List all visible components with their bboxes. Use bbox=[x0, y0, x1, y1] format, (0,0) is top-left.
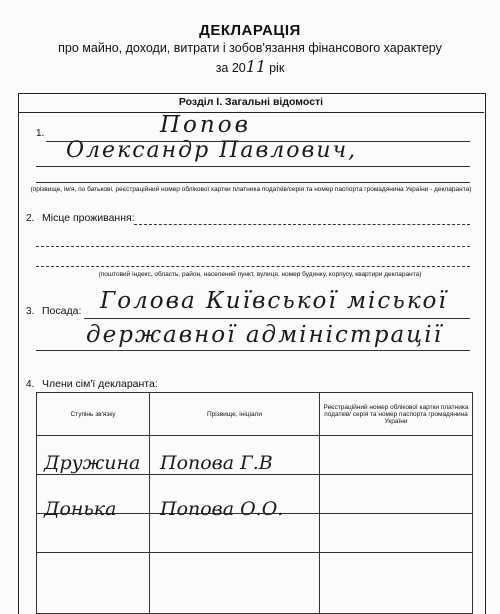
residence-line3 bbox=[36, 266, 470, 267]
year-suffix: рік bbox=[269, 61, 285, 75]
item1-number: 1. bbox=[36, 128, 45, 139]
item2-number: 2. bbox=[26, 213, 35, 224]
column-name: Прізвище, ініціали bbox=[150, 393, 320, 436]
blank-cell bbox=[37, 553, 150, 614]
position-label: Посада: bbox=[42, 305, 82, 317]
family-table-header bbox=[37, 393, 473, 436]
blank-cell bbox=[320, 475, 473, 514]
position-line2: державної адміністрації bbox=[86, 322, 443, 348]
item3-number: 3. bbox=[26, 306, 35, 317]
document-title: ДЕКЛАРАЦІЯ bbox=[199, 22, 301, 39]
table-row bbox=[37, 553, 473, 614]
blank-cell bbox=[320, 553, 473, 614]
item1-line3 bbox=[36, 182, 470, 183]
residence-line2 bbox=[36, 246, 470, 247]
column-taxid: Реєстраційний номер облікової картки платника податків/ серія та номер паспорта громадянина України bbox=[320, 393, 473, 436]
family-label: Члени сім'ї декларанта: bbox=[42, 378, 158, 390]
blank-cell bbox=[150, 553, 320, 614]
blank-cell bbox=[320, 514, 473, 553]
item1-caption: (прізвище, ім'я, по батькові, реєстраційний номер облікової картки платника податків/серія та номер паспорта громадянина України - декларанта) bbox=[30, 186, 472, 193]
column-relation: Ступінь зв'язку bbox=[37, 393, 150, 436]
declaration-year bbox=[0, 57, 500, 76]
year-handwritten: 11 bbox=[245, 57, 267, 76]
position-line1: Голова Київської міської bbox=[100, 288, 448, 314]
item1-line2 bbox=[36, 166, 470, 167]
member1-name: Попова Г.В bbox=[160, 452, 273, 474]
residence-line1 bbox=[134, 224, 470, 225]
residence-label: Місце проживання: bbox=[42, 212, 135, 224]
position-underline1 bbox=[84, 318, 470, 319]
blank-cell bbox=[320, 436, 473, 475]
document-subtitle: про майно, доходи, витрати і зобов'язання фінансового характеру bbox=[58, 41, 442, 55]
section-title: Розділ І. Загальні відомості bbox=[18, 93, 484, 113]
member2-name: Попова О.О. bbox=[160, 498, 284, 520]
declarant-surname: Попов bbox=[160, 112, 251, 138]
member2-relation: Донька bbox=[44, 498, 117, 520]
year-prefix: за 20 bbox=[215, 61, 246, 75]
item4-number: 4. bbox=[26, 379, 35, 390]
item2-caption: (поштовий індекс, область, район, населений пункт, вулиця, номер будинку, корпусу, квартири декларанта) bbox=[98, 271, 422, 278]
member1-relation: Дружина bbox=[44, 452, 141, 474]
declarant-name-patronymic: Олександр Павлович, bbox=[66, 138, 358, 163]
position-underline2 bbox=[36, 350, 470, 351]
